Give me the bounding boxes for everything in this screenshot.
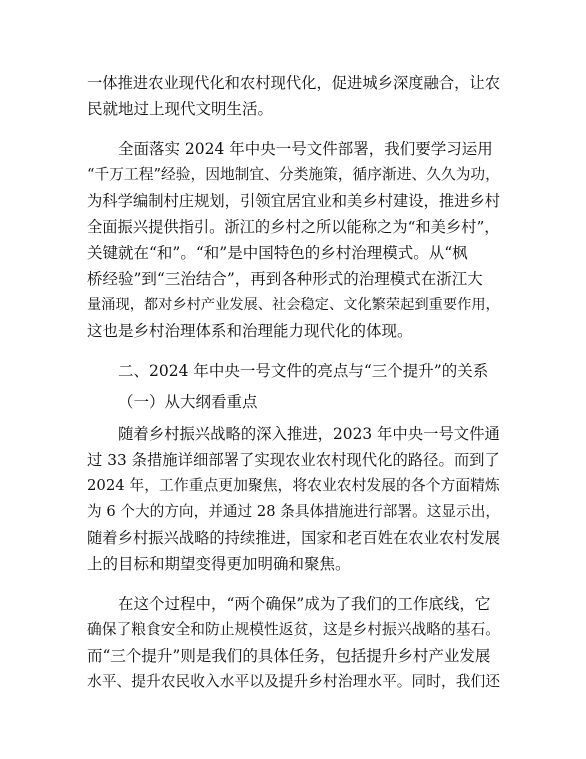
text-line: 确保了粮食安全和防止规模性返贫，这是乡村振兴战略的基石。 bbox=[87, 621, 500, 638]
paragraph-first-line: 全面落实 2024 年中央一号文件部署，我们要学习运用 bbox=[118, 140, 493, 158]
text-line: 为 6 个大的方向，并通过 28 条具体措施进行部署。这显示出， bbox=[87, 503, 501, 520]
text-line: “千万工程”经验，因地制宜、分类施策，循序渐进、久久为功， bbox=[87, 166, 500, 183]
text-line: 上的目标和期望变得更加明确和聚焦。 bbox=[87, 555, 351, 573]
text-line: 关键就在“和”。“和”是中国特色的乡村治理模式。从“枫 bbox=[87, 244, 468, 262]
paragraph-first-line: 在这个过程中，“两个确保”成为了我们的工作底线，它 bbox=[118, 595, 491, 613]
text-line: 全面振兴提供指引。浙江的乡村之所以能称之为“和美乡村”， bbox=[87, 218, 500, 236]
section-heading: 二、2024 年中央一号文件的亮点与“三个提升”的关系 bbox=[118, 362, 489, 380]
text-line: 水平、提升农民收入水平以及提升乡村治理水平。同时，我们还 bbox=[87, 673, 500, 690]
text-line: 为科学编制村庄规划，引领宜居宜业和美乡村建设，推进乡村 bbox=[87, 192, 501, 210]
text-line: 民就地过上现代文明生活。 bbox=[87, 100, 274, 118]
subsection-heading: （一）从大纲看重点 bbox=[118, 393, 258, 411]
text-line: 2024 年，工作重点更加聚焦，将农业农村发展的各个方面精炼 bbox=[87, 477, 500, 494]
text-line: 而“三个提升”则是我们的具体任务，包括提升乡村产业发展 bbox=[87, 647, 491, 665]
text-line: 桥经验”到“三治结合”，再到各种形式的治理模式在浙江大 bbox=[87, 270, 483, 288]
paragraph-first-line: 随着乡村振兴战略的深入推进，2023 年中央一号文件通 bbox=[118, 425, 500, 443]
text-line: 一体推进农业现代化和农村现代化，促进城乡深度融合，让农 bbox=[87, 74, 501, 92]
text-line: 这也是乡村治理体系和治理能力现代化的体现。 bbox=[87, 322, 413, 340]
text-line: 随着乡村振兴战略的持续推进，国家和老百姓在农业农村发展 bbox=[87, 529, 501, 547]
text-line: 过 33 条措施详细部署了实现农业农村现代化的路径。而到了 bbox=[87, 451, 500, 469]
text-line: 量涌现，都对乡村产业发展、社会稳定、文化繁荣起到重要作用， bbox=[87, 297, 500, 313]
